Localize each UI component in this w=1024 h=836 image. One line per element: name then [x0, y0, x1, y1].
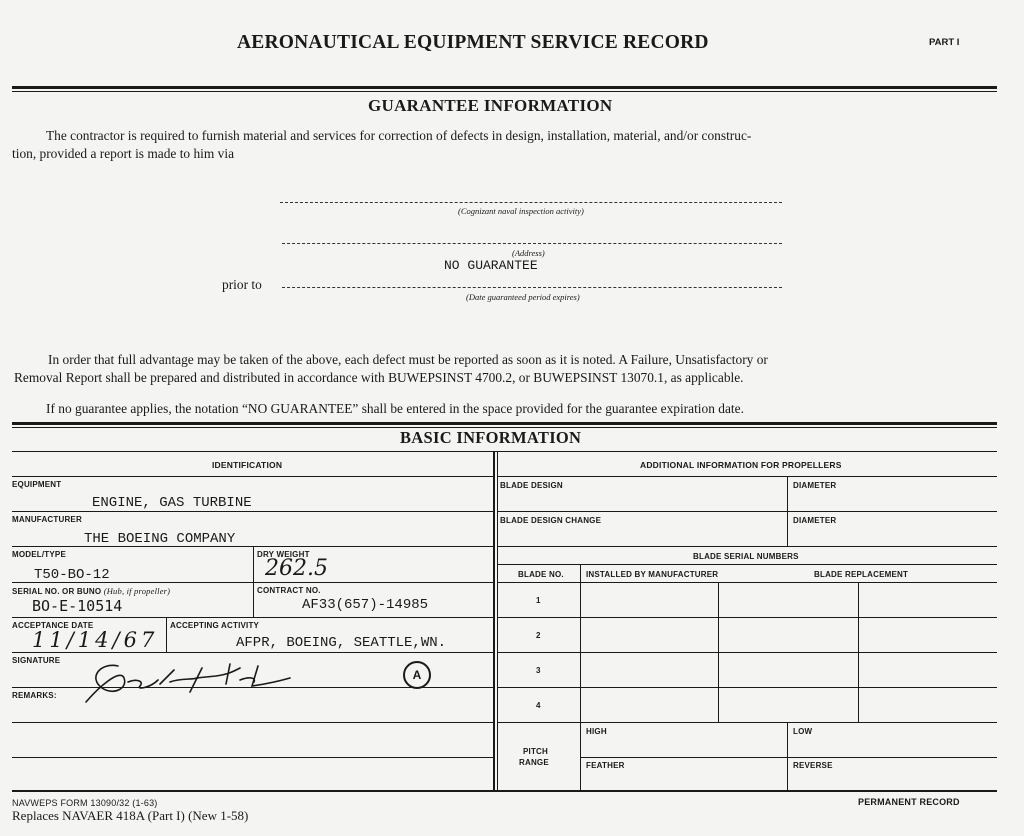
dry-weight-field[interactable]: 262.5 — [265, 556, 328, 581]
manufacturer-label: MANUFACTURER — [12, 515, 82, 524]
blade-row-2: 2 — [536, 631, 541, 640]
accepting-activity-label: ACCEPTING ACTIVITY — [170, 621, 260, 630]
part-label: PART I — [929, 37, 960, 48]
remarks-label: REMARKS: — [12, 691, 57, 700]
replaces-note: Replaces NAVAER 418A (Part I) (New 1-58) — [12, 808, 249, 823]
permanent-record: PERMANENT RECORD — [858, 797, 960, 807]
notation-line: If no guarantee applies, the notation “NO GUARANTEE” shall be entered in the space provided for the guarantee expiration date. — [46, 401, 744, 416]
title-rule-thin — [12, 91, 997, 92]
dry-weight-label: DRY WEIGHT — [257, 550, 310, 559]
blade-design-label: BLADE DESIGN — [500, 481, 563, 490]
equipment-label: EQUIPMENT — [12, 480, 62, 489]
acceptance-date-field[interactable]: 11/14/67 — [32, 628, 159, 652]
low-label: LOW — [793, 727, 813, 736]
acceptance-date-label: ACCEPTANCE DATE — [12, 621, 94, 630]
pitch-range-label-1: PITCH — [523, 747, 548, 756]
blade-row-1: 1 — [536, 596, 541, 605]
advantage-line1: In order that full advantage may be taken of the above, each defect must be reported as soon as it is noted. A Failure, Unsatisfactory or — [48, 352, 768, 367]
signature-scrawl — [80, 648, 320, 708]
guarantee-heading: GUARANTEE INFORMATION — [368, 96, 613, 115]
stamp-text: A — [412, 668, 422, 682]
address-line[interactable] — [282, 243, 782, 244]
no-guarantee-entry: NO GUARANTEE — [444, 258, 538, 273]
inspection-activity-caption: (Cognizant naval inspection activity) — [458, 206, 584, 216]
blade-no-header: BLADE NO. — [518, 570, 564, 579]
basic-rule-thick — [12, 422, 997, 425]
serial-number-label-note: (Hub, if propeller) — [103, 586, 171, 596]
contract-number-label: CONTRACT NO. — [257, 586, 321, 595]
inspection-stamp — [403, 661, 431, 689]
model-type-field[interactable]: T50-BO-12 — [34, 567, 110, 583]
installed-by-manufacturer-header: INSTALLED BY MANUFACTURER — [586, 570, 719, 579]
high-label: HIGH — [586, 727, 607, 736]
identification-header: IDENTIFICATION — [212, 460, 283, 470]
expiration-date-caption: (Date guaranteed period expires) — [466, 292, 580, 302]
signature-label: SIGNATURE — [12, 656, 61, 665]
manufacturer-field[interactable]: THE BOEING COMPANY — [84, 531, 236, 547]
basic-heading: BASIC INFORMATION — [400, 428, 582, 447]
pitch-range-label-2: RANGE — [519, 758, 549, 767]
serial-number-label — [12, 586, 170, 596]
expiration-date-line[interactable] — [282, 287, 782, 288]
diameter-label-1: DIAMETER — [793, 481, 837, 490]
form-title: AERONAUTICAL EQUIPMENT SERVICE RECORD — [237, 32, 709, 53]
guarantee-intro-line2: tion, provided a report is made to him via — [12, 146, 235, 161]
form-number: NAVWEPS FORM 13090/32 (1-63) — [12, 798, 158, 808]
guarantee-intro-line1: The contractor is required to furnish material and services for correction of defects in design, installation, material, and/or construc- — [46, 128, 752, 143]
blade-row-3: 3 — [536, 666, 541, 675]
title-rule-thick — [12, 86, 997, 89]
serial-number-field[interactable]: BO-E-10514 — [32, 597, 123, 615]
equipment-field[interactable]: ENGINE, GAS TURBINE — [92, 495, 252, 511]
model-type-label: MODEL/TYPE — [12, 550, 67, 559]
accepting-activity-field[interactable]: AFPR, BOEING, SEATTLE,WN. — [236, 635, 447, 651]
diameter-label-2: DIAMETER — [793, 516, 837, 525]
blade-row-4: 4 — [536, 701, 541, 710]
inspection-activity-line[interactable] — [280, 202, 782, 203]
serial-number-label-text: SERIAL NO. OR BUNO — [12, 587, 102, 596]
blade-design-change-label: BLADE DESIGN CHANGE — [500, 516, 602, 525]
advantage-line2: Removal Report shall be prepared and distributed in accordance with BUWEPSINST 4700.2, or BUWEPSINST 13070.1, as applicable. — [14, 370, 744, 385]
blade-serial-numbers-header: BLADE SERIAL NUMBERS — [693, 552, 799, 561]
contract-number-field[interactable]: AF33(657)-14985 — [302, 597, 429, 613]
blade-replacement-header: BLADE REPLACEMENT — [814, 570, 909, 579]
prior-to-label: prior to — [222, 277, 262, 292]
address-caption: (Address) — [512, 248, 545, 258]
propellers-header: ADDITIONAL INFORMATION FOR PROPELLERS — [640, 460, 842, 470]
reverse-label: REVERSE — [793, 761, 833, 770]
feather-label: FEATHER — [586, 761, 625, 770]
